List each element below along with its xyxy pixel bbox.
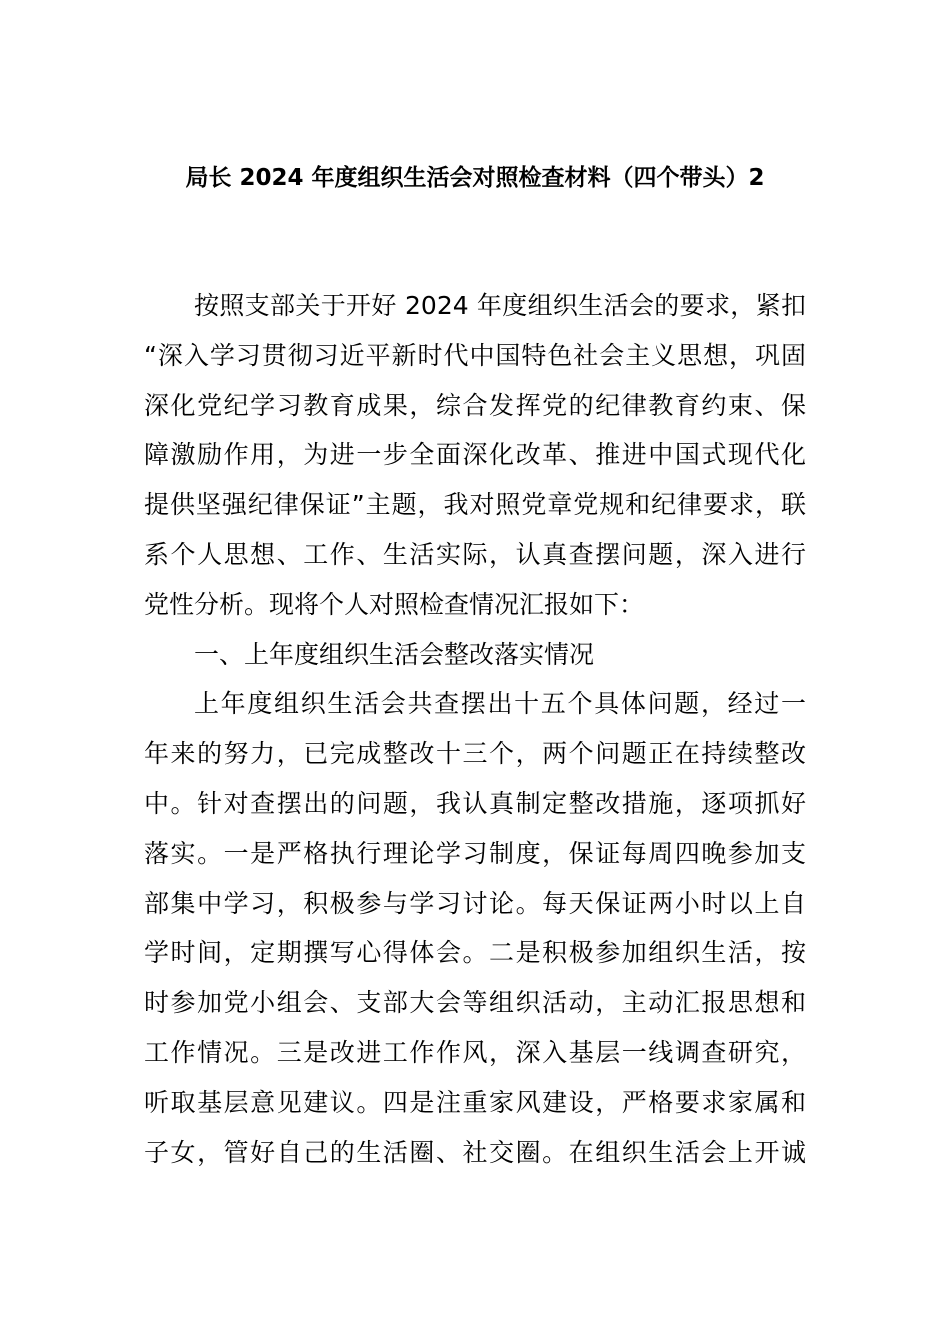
body-line: 提供坚强纪律保证”主题，我对照党章党规和纪律要求，联 bbox=[144, 490, 806, 520]
document-body bbox=[144, 281, 806, 1177]
body-line: 按照支部关于开好 2024 年度组织生活会的要求，紧扣 bbox=[194, 291, 806, 320]
body-line: 落实。一是严格执行理论学习制度，保证每周四晚参加支 bbox=[144, 838, 806, 868]
document-title: 局长 2024 年度组织生活会对照检查材料（四个带头）2 bbox=[185, 165, 765, 191]
body-line: 党性分析。现将个人对照检查情况汇报如下： bbox=[144, 589, 645, 619]
body-line: 深化党纪学习教育成果，综合发挥党的纪律教育约束、保 bbox=[144, 390, 806, 420]
body-line: 听取基层意见建议。四是注重家风建设，严格要求家属和 bbox=[144, 1087, 806, 1117]
body-line: 子女，管好自己的生活圈、社交圈。在组织生活会上开诚 bbox=[144, 1137, 806, 1167]
section-heading: 一、上年度组织生活会整改落实情况 bbox=[194, 639, 595, 669]
body-line: 中。针对查摆出的问题，我认真制定整改措施，逐项抓好 bbox=[144, 788, 806, 818]
body-line: 上年度组织生活会共查摆出十五个具体问题，经过一 bbox=[194, 689, 806, 719]
body-line: 工作情况。三是改进工作作风，深入基层一线调查研究， bbox=[144, 1037, 806, 1067]
body-line: 学时间，定期撰写心得体会。二是积极参加组织生活，按 bbox=[144, 938, 806, 968]
body-line: 部集中学习，积极参与学习讨论。每天保证两小时以上自 bbox=[144, 888, 806, 918]
body-line: 时参加党小组会、支部大会等组织活动，主动汇报思想和 bbox=[144, 988, 806, 1018]
body-line: 系个人思想、工作、生活实际，认真查摆问题，深入进行 bbox=[144, 539, 806, 569]
body-line: 年来的努力，已完成整改十三个，两个问题正在持续整改 bbox=[144, 739, 806, 769]
body-line: 障激励作用，为进一步全面深化改革、推进中国式现代化 bbox=[144, 440, 806, 470]
body-line: “深入学习贯彻习近平新时代中国特色社会主义思想，巩固 bbox=[144, 340, 806, 370]
